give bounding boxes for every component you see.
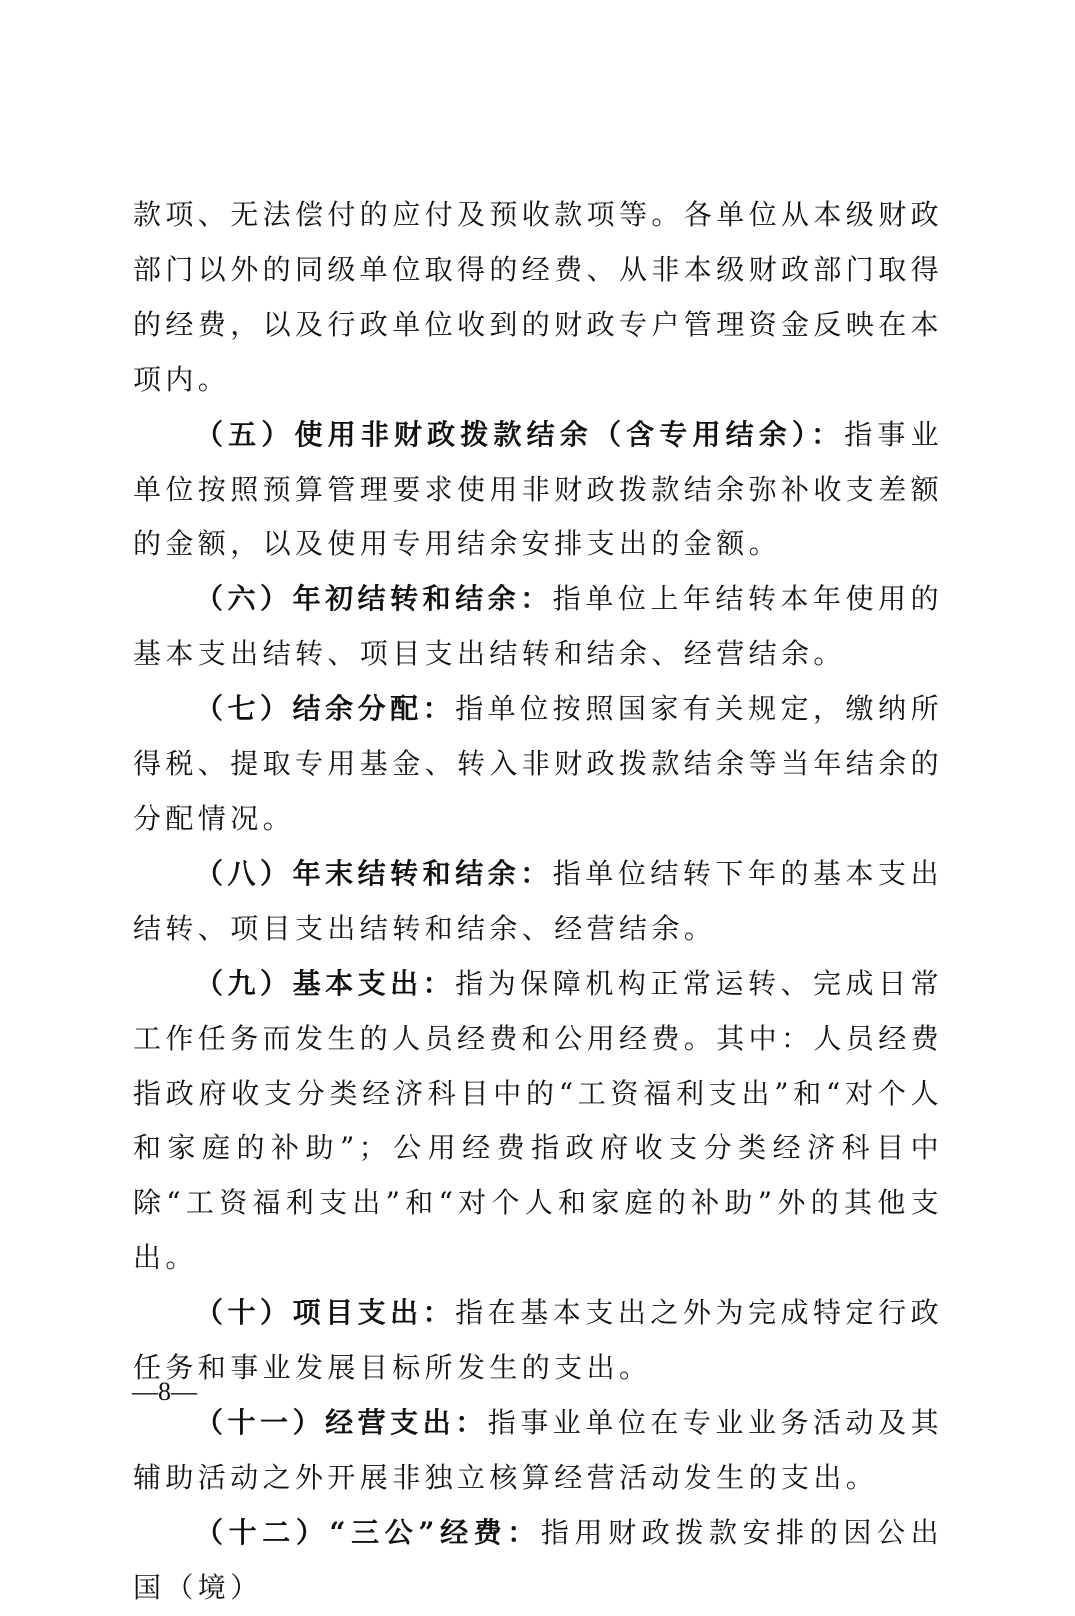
paragraph-text: 款项、无法偿付的应付及预收款项等。各单位从本级财政部门以外的同级单位取得的经费、从非本级财政部门取得的经费，以及行政单位收到的财政专户管理资金反映在本项内。: [133, 198, 944, 396]
paragraph-heading: （十一）经营支出：: [195, 1405, 488, 1439]
paragraph-text: 指事业单位在专业业务活动及其辅助活动之外开展非独立核算经营活动发生的支出。: [133, 1405, 943, 1494]
paragraph-item-7: [133, 682, 943, 847]
paragraph-heading: （五）使用非财政拨款结余（含专用结余）：: [195, 417, 845, 451]
paragraph-item-6: [133, 572, 943, 682]
paragraph-heading: （十二）“三公”经费：: [195, 1515, 541, 1549]
paragraph-text: 指单位结转下年的基本支出结转、项目支出结转和结余、经营结余。: [133, 856, 943, 945]
paragraph-item-9: [133, 957, 943, 1286]
page-number: —8—: [132, 1377, 197, 1406]
paragraph-text: 指在基本支出之外为完成特定行政任务和事业发展目标所发生的支出。: [133, 1296, 943, 1385]
paragraph-heading: （六）年初结转和结余：: [195, 582, 553, 616]
paragraph-heading: （九）基本支出：: [195, 966, 456, 1000]
paragraph-text: 指事业单位按照预算管理要求使用非财政拨款结余弥补收支差额的金额，以及使用专用结余安排支出的金额。: [133, 417, 944, 561]
paragraph-item-11: [133, 1396, 943, 1506]
paragraph-item-10: [133, 1286, 943, 1396]
paragraph-text: 指单位按照国家有关规定，缴纳所得税、提取专用基金、转入非财政拨款结余等当年结余的分配情况。: [133, 692, 944, 835]
paragraph-item-8: [133, 847, 943, 957]
paragraph-heading: （七）结余分配：: [195, 692, 456, 726]
paragraph-item-5: [133, 408, 943, 573]
paragraph-continuation: [133, 188, 943, 408]
paragraph-item-12: [133, 1506, 943, 1616]
paragraph-heading: （十）项目支出：: [195, 1296, 456, 1330]
document-body: [133, 188, 943, 1616]
paragraph-text: 指为保障机构正常运转、完成日常工作任务而发生的人员经费和公用经费。其中：人员经费指政府收支分类经济科目中的“工资福利支出”和“对个人和家庭的补助”；公用经费指政府收支分类经济科目中除“工资福利支出”和“对个人和家庭的补助”外的其他支出。: [133, 966, 944, 1275]
paragraph-text: 指用财政拨款安排的因公出国（境）: [133, 1515, 943, 1604]
paragraph-text: 指单位上年结转本年使用的基本支出结转、项目支出结转和结余、经营结余。: [133, 582, 943, 671]
paragraph-heading: （八）年末结转和结余：: [195, 856, 553, 890]
